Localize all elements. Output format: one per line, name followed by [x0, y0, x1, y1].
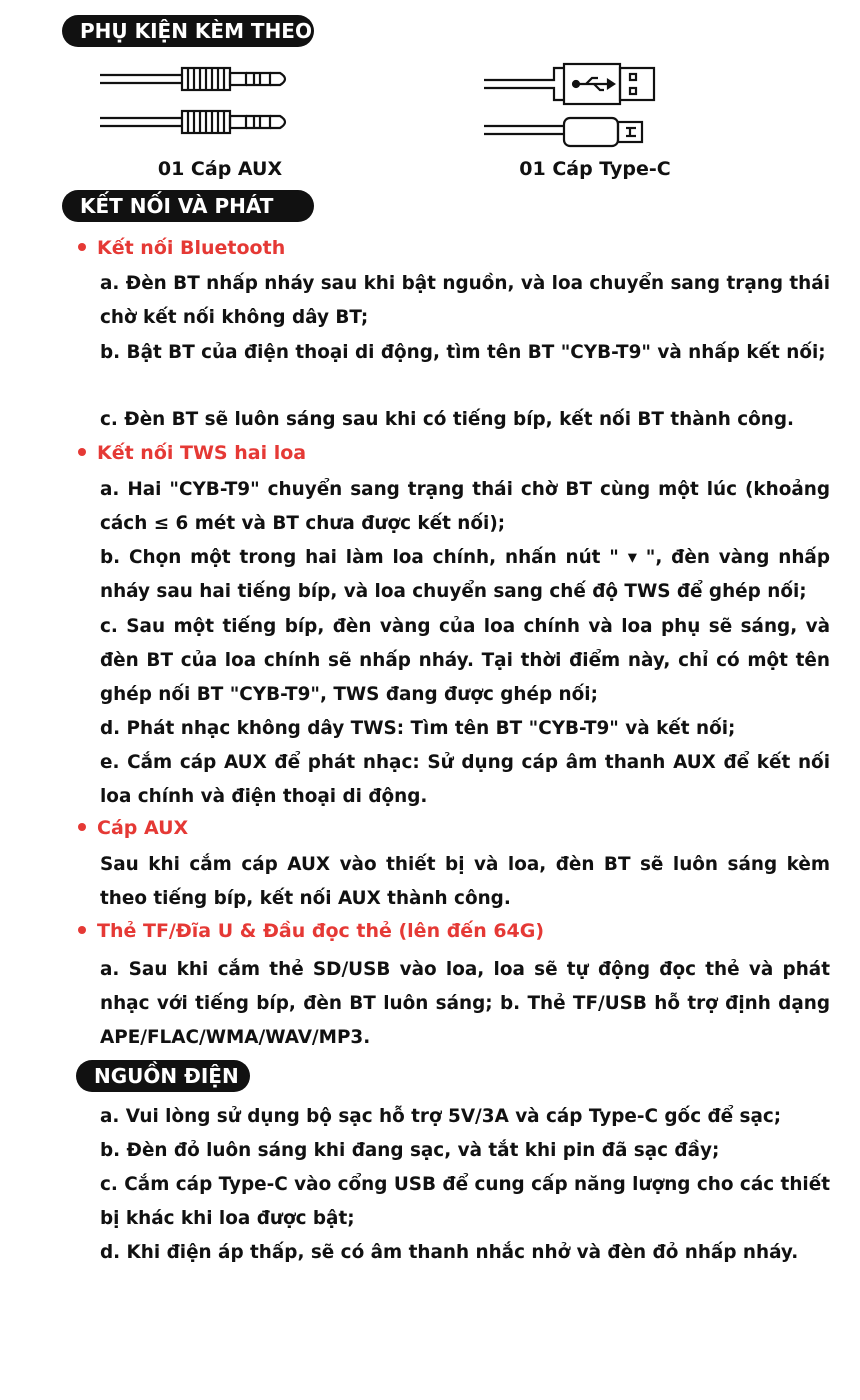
- aux-text: Sau khi cắm cáp AUX vào thiết bị và loa, đèn BT sẽ luôn sáng kèm theo tiếng bíp, kết nối AUX thành công.: [100, 854, 830, 909]
- bullet-title: Kết nối TWS hai loa: [97, 442, 307, 464]
- bullet-tws: [78, 440, 306, 466]
- bullet-title: Cáp AUX: [97, 817, 189, 839]
- tws-step-c: c. Sau một tiếng bíp, đèn vàng của loa chính và loa phụ sẽ sáng, và đèn BT của loa chính sẽ nhấp nháy. Tại thời điểm này, chỉ có một tên ghép nối BT "CYB-T9", TWS đang được ghép nối;: [100, 616, 830, 705]
- power-step-d: d. Khi điện áp thấp, sẽ có âm thanh nhắc nhở và đèn đỏ nhấp nháy.: [100, 1242, 799, 1263]
- section-title-connect: KẾT NỐI VÀ PHÁT: [62, 190, 314, 222]
- bullet-dot: [78, 448, 86, 456]
- typec-cable-label: 01 Cáp Type-C: [519, 158, 671, 180]
- bullet-title: Thẻ TF/Đĩa U & Đầu đọc thẻ (lên đến 64G): [97, 920, 545, 942]
- power-step-b: b. Đèn đỏ luôn sáng khi đang sạc, và tắt khi pin đã sạc đầy;: [100, 1140, 720, 1161]
- tws-step-d: d. Phát nhạc không dây TWS: Tìm tên BT "CYB-T9" và kết nối;: [100, 718, 736, 739]
- bullet-title: Kết nối Bluetooth: [97, 237, 286, 259]
- power-step-a: a. Vui lòng sử dụng bộ sạc hỗ trợ 5V/3A và cáp Type-C gốc để sạc;: [100, 1106, 782, 1127]
- usb-typec-cable-icon: [480, 60, 670, 150]
- bullet-dot: [78, 243, 86, 251]
- section-title-accessories: PHỤ KIỆN KÈM THEO: [62, 15, 314, 47]
- aux-cable-label: 01 Cáp AUX: [157, 158, 283, 180]
- tf-card-text: a. Sau khi cắm thẻ SD/USB vào loa, loa sẽ tự động đọc thẻ và phát nhạc với tiếng bíp, đèn BT luôn sáng; b. Thẻ TF/USB hỗ trợ định dạng APE/FLAC/WMA/WAV/MP3.: [100, 959, 830, 1048]
- bullet-dot: [78, 926, 86, 934]
- bullet-tf-card: [78, 918, 544, 944]
- power-step-c: c. Cắm cáp Type-C vào cổng USB để cung cấp năng lượng cho các thiết bị khác khi loa được bật;: [100, 1174, 830, 1229]
- bullet-bluetooth: [78, 235, 285, 261]
- bullet-aux: [78, 815, 188, 841]
- bluetooth-step-b: b. Bật BT của điện thoại di động, tìm tên BT "CYB-T9" và nhấp kết nối;: [100, 342, 826, 363]
- section-title-power: NGUỒN ĐIỆN: [76, 1060, 250, 1092]
- bluetooth-step-c: c. Đèn BT sẽ luôn sáng sau khi có tiếng bíp, kết nối BT thành công.: [100, 409, 795, 430]
- tws-step-b: b. Chọn một trong hai làm loa chính, nhấn nút " ▾ ", đèn vàng nhấp nháy sau hai tiếng bíp, và loa chuyển sang chế độ TWS để ghép nối;: [100, 547, 830, 602]
- aux-cable-icon: [98, 62, 328, 142]
- tws-step-e: e. Cắm cáp AUX để phát nhạc: Sử dụng cáp âm thanh AUX để kết nối loa chính và điện thoại di động.: [100, 752, 830, 807]
- bullet-dot: [78, 823, 86, 831]
- bluetooth-step-a: a. Đèn BT nhấp nháy sau khi bật nguồn, và loa chuyển sang trạng thái chờ kết nối không dây BT;: [100, 273, 830, 328]
- tws-step-a: a. Hai "CYB-T9" chuyển sang trạng thái chờ BT cùng một lúc (khoảng cách ≤ 6 mét và BT chưa được kết nối);: [100, 479, 830, 534]
